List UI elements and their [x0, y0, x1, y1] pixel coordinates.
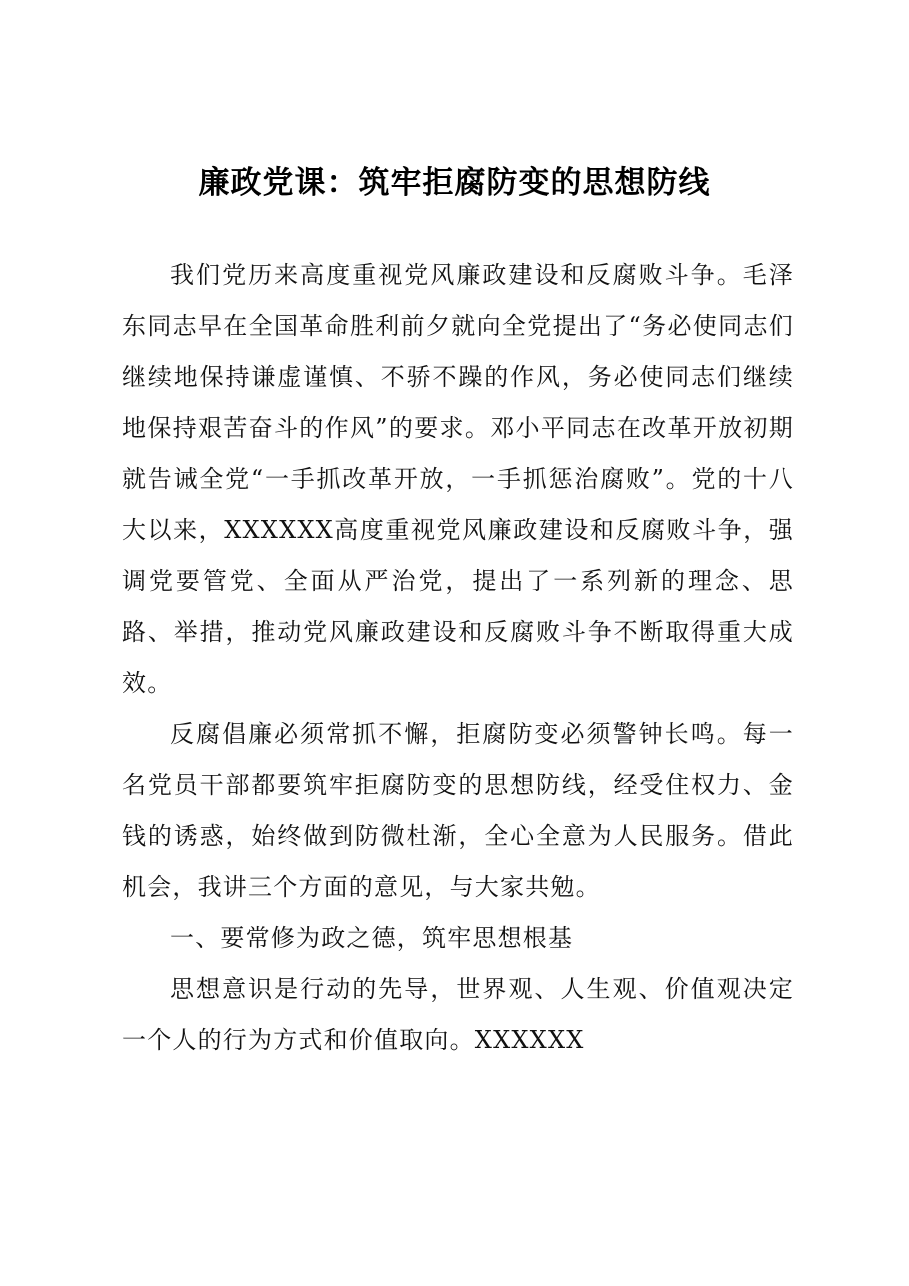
paragraph-ideology: 思想意识是行动的先导，世界观、人生观、价值观决定一个人的行为方式和价值取向。XXXXXX [122, 975, 794, 1054]
document-body [122, 250, 794, 1066]
paragraph-intro: 我们党历来高度重视党风廉政建设和反腐败斗争。毛泽东同志早在全国革命胜利前夕就向全党提出了“务必使同志们继续地保持谦虚谨慎、不骄不躁的作风，务必使同志们继续地保持艰苦奋斗的作风”的要求。邓小平同志在改革开放初期就告诫全党“一手抓改革开放，一手抓惩治腐败”。党的十八大以来，XXXXXX高度重视党风廉政建设和反腐败斗争，强调党要管党、全面从严治党，提出了一系列新的理念、思路、举措，推动党风廉政建设和反腐败斗争不断取得重大成效。 [122, 261, 794, 697]
document-title: 廉政党课：筑牢拒腐防变的思想防线 [198, 165, 711, 201]
section-heading-1: 一、要常修为政之德，筑牢思想根基 [170, 924, 574, 952]
paragraph-anti-corruption: 反腐倡廉必须常抓不懈，拒腐防变必须警钟长鸣。每一名党员干部都要筑牢拒腐防变的思想防线，经受住权力、金钱的诱惑，始终做到防微杜渐，全心全意为人民服务。借此机会，我讲三个方面的意见，与大家共勉。 [122, 720, 794, 901]
